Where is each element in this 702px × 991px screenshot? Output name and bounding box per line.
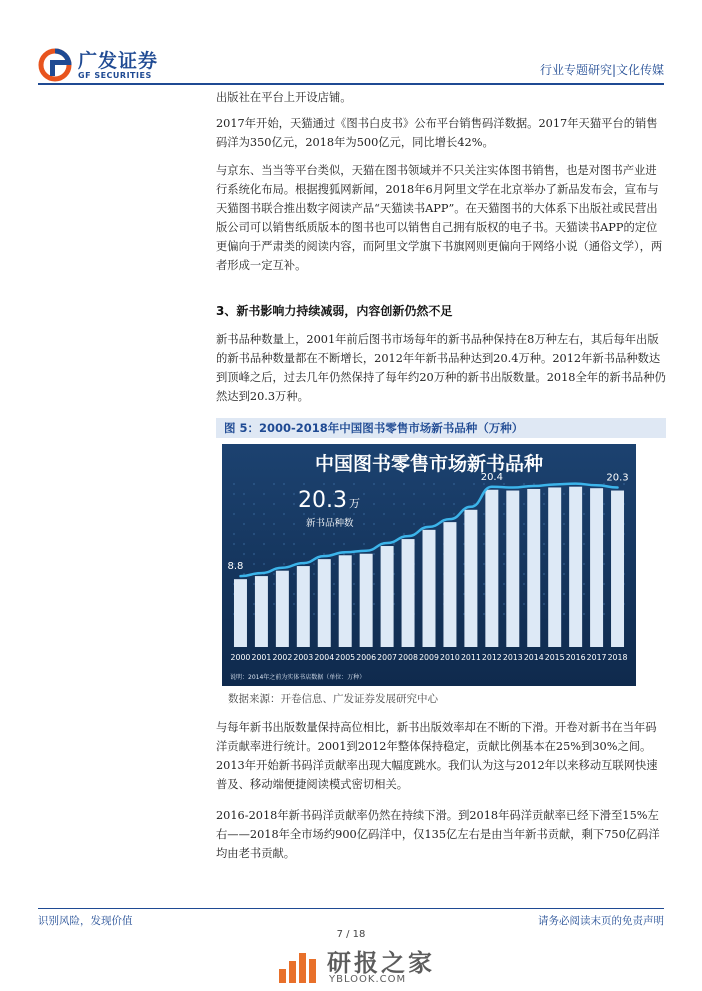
map-dot <box>503 563 505 565</box>
map-dot <box>483 563 485 565</box>
map-dot <box>273 583 275 585</box>
map-dot <box>383 493 385 495</box>
map-dot <box>363 543 365 545</box>
map-dot <box>243 553 245 555</box>
map-dot <box>563 613 565 615</box>
watermark <box>275 943 445 987</box>
map-dot <box>353 563 355 565</box>
report-category: 行业专题研究|文化传媒 <box>539 63 664 77</box>
map-dot <box>253 503 255 505</box>
map-dot <box>373 533 375 535</box>
logo-text-cn: 广发证券 <box>78 50 159 72</box>
map-dot <box>373 483 375 485</box>
chart-bar-2010 <box>443 522 456 647</box>
new-books-chart <box>222 444 636 686</box>
chart-value-label: 20.4 <box>480 471 503 483</box>
map-dot <box>503 603 505 605</box>
map-dot <box>503 583 505 585</box>
map-dot <box>293 603 295 605</box>
paragraph-4-text: 与每年新书出版数量保持高位相比，新书出版效率却在不断的下滑。开卷对新书在当年码洋贡献率进行统计。2001到2012年整体保持稳定，贡献比例基本在25%到30%之间。2013年开始新书码洋贡献率出现大幅度跳水。我们认为这与2012年以来移动互联网快速普及、移动端便捷阅读模式密切相关。 <box>216 721 658 791</box>
map-dot <box>543 573 545 575</box>
map-dot <box>363 523 365 525</box>
map-dot <box>543 493 545 495</box>
map-dot <box>463 493 465 495</box>
chart-x-label: 2006 <box>356 653 377 662</box>
map-dot <box>373 603 375 605</box>
map-dot <box>293 573 295 575</box>
map-dot <box>523 603 525 605</box>
map-dot <box>503 533 505 535</box>
chart-x-label: 2016 <box>565 653 586 662</box>
paragraph-3-text: 新书品种数量上，2001年前后图书市场每年的新书品种保持在8万种左右，其后每年出版的新书品种数量都在不断增长，2012年年新书品种达到20.4万种。2012年新书品种数达到顶峰之后，过去几年仍然保持了每年约20万种的新书出版数量。2018全年的新书品种仍然达到20.3万种。 <box>216 333 666 403</box>
map-dot <box>563 513 565 515</box>
chart-x-label: 2018 <box>607 653 628 662</box>
map-dot <box>373 583 375 585</box>
section-heading: 3、新书影响力持续减弱，内容创新仍然不足 <box>216 304 453 318</box>
map-dot <box>273 533 275 535</box>
map-dot <box>453 503 455 505</box>
chart-bar-2018 <box>611 491 624 647</box>
paragraph-0-text: 出版社在平台上开设店铺。 <box>216 91 352 104</box>
map-dot <box>543 503 545 505</box>
map-dot <box>413 513 415 515</box>
paragraph-5 <box>216 806 666 863</box>
paragraph-2 <box>216 161 666 275</box>
map-dot <box>313 563 315 565</box>
map-dot <box>303 533 305 535</box>
chart-bar-2007 <box>381 546 394 647</box>
chart-value-label: 8.8 <box>227 561 244 573</box>
map-dot <box>583 543 585 545</box>
footer-slogan: 识别风险，发现价值 <box>38 915 133 927</box>
map-dot <box>523 523 525 525</box>
map-dot <box>543 593 545 595</box>
map-dot <box>253 533 255 535</box>
map-dot <box>433 513 435 515</box>
map-dot <box>303 483 305 485</box>
map-dot <box>503 553 505 555</box>
map-dot <box>523 483 525 485</box>
map-dot <box>393 503 395 505</box>
map-dot <box>273 553 275 555</box>
chart-highlight-unit: 万 <box>348 497 360 510</box>
map-dot <box>353 553 355 555</box>
map-dot <box>523 503 525 505</box>
map-dot <box>603 583 605 585</box>
map-dot <box>273 523 275 525</box>
map-dot <box>393 523 395 525</box>
map-dot <box>353 613 355 615</box>
map-dot <box>263 523 265 525</box>
map-dot <box>413 523 415 525</box>
chart-title: 中国图书零售市场新书品种 <box>314 453 544 475</box>
chart-bar-2002 <box>276 571 289 647</box>
map-dot <box>423 503 425 505</box>
chart-bar-2001 <box>255 576 268 647</box>
header-divider <box>38 83 664 85</box>
gf-logo-icon <box>38 46 76 82</box>
chart-bar-2015 <box>548 487 561 647</box>
map-dot <box>543 543 545 545</box>
map-dot <box>383 533 385 535</box>
map-dot <box>353 603 355 605</box>
map-dot <box>603 613 605 615</box>
map-dot <box>543 603 545 605</box>
paragraph-2-text: 与京东、当当等平台类似，天猫在图书领域并不只关注实体图书销售，也是对图书产业进行系统化布局。根据搜狐网新闻，2018年6月阿里文学在北京举办了新品发布会，宣布与天猫图书联合推出数字阅读产品“天猫读书APP”。在天猫图书的大体系下出版社或民营出版公司可以销售纸质版本的图书也可以销售自己拥有版权的电子书。天猫读书APP的定位更偏向于严肃类的阅读内容，而阿里文学旗下书旗网则更偏向于网络小说（通俗文学），两者形成一定互补。 <box>216 164 663 272</box>
map-dot <box>373 503 375 505</box>
map-dot <box>293 503 295 505</box>
map-dot <box>333 613 335 615</box>
map-dot <box>263 513 265 515</box>
map-dot <box>333 593 335 595</box>
chart-x-label: 2005 <box>335 653 356 662</box>
chart-x-label: 2002 <box>272 653 293 662</box>
map-dot <box>443 503 445 505</box>
map-dot <box>273 483 275 485</box>
map-dot <box>483 593 485 595</box>
map-dot <box>563 523 565 525</box>
map-dot <box>483 483 485 485</box>
map-dot <box>243 543 245 545</box>
chart-bar-2012 <box>485 490 498 647</box>
map-dot <box>453 483 455 485</box>
chart-x-label: 2007 <box>377 653 398 662</box>
chart-bar-2013 <box>506 491 519 647</box>
map-dot <box>473 483 475 485</box>
map-dot <box>233 483 235 485</box>
map-dot <box>333 513 335 515</box>
map-dot <box>583 493 585 495</box>
map-dot <box>253 563 255 565</box>
chart-bar-2003 <box>297 566 310 647</box>
chart-highlight-value: 20.3 <box>298 488 347 513</box>
figure-source: 数据来源：开卷信息、广发证券发展研究中心 <box>228 693 438 705</box>
map-dot <box>253 513 255 515</box>
map-dot <box>403 503 405 505</box>
chart-bar-2004 <box>318 559 331 647</box>
map-dot <box>603 533 605 535</box>
map-dot <box>503 503 505 505</box>
map-dot <box>603 503 605 505</box>
map-dot <box>483 613 485 615</box>
map-dot <box>373 573 375 575</box>
footer-divider <box>38 908 664 909</box>
chart-x-label: 2012 <box>481 653 502 662</box>
map-dot <box>483 513 485 515</box>
paragraph-0 <box>216 88 666 107</box>
chart-x-label: 2015 <box>544 653 565 662</box>
paragraph-5-text: 2016-2018年新书码洋贡献率仍然在持续下滑。到2018年码洋贡献率已经下滑至15%左右——2018年全市场约900亿码洋中，仅135亿左右是由当年新书贡献，剩下750亿码洋均由老书贡献。 <box>216 809 660 860</box>
map-dot <box>603 603 605 605</box>
map-dot <box>283 543 285 545</box>
map-dot <box>293 523 295 525</box>
chart-x-label: 2000 <box>230 653 251 662</box>
map-dot <box>303 553 305 555</box>
map-dot <box>503 513 505 515</box>
map-dot <box>483 533 485 535</box>
map-dot <box>273 603 275 605</box>
map-dot <box>603 553 605 555</box>
chart-bar-2017 <box>590 488 603 647</box>
map-dot <box>333 533 335 535</box>
map-dot <box>233 543 235 545</box>
chart-highlight-label: 新书品种数 <box>306 518 354 529</box>
watermark-text-en: YBLOOK.COM <box>329 974 407 985</box>
map-dot <box>433 483 435 485</box>
map-dot <box>363 513 365 515</box>
map-dot <box>263 543 265 545</box>
map-dot <box>433 493 435 495</box>
logo-text-en: GF SECURITIES <box>78 71 152 80</box>
map-dot <box>233 513 235 515</box>
map-dot <box>313 613 315 615</box>
map-dot <box>283 533 285 535</box>
chart-bar-2005 <box>339 555 352 647</box>
map-dot <box>523 533 525 535</box>
chart-bar-2006 <box>360 554 373 647</box>
map-dot <box>233 493 235 495</box>
map-dot <box>563 543 565 545</box>
map-dot <box>283 563 285 565</box>
map-dot <box>423 483 425 485</box>
chart-x-label: 2004 <box>314 653 335 662</box>
map-dot <box>583 533 585 535</box>
map-dot <box>353 583 355 585</box>
map-dot <box>503 613 505 615</box>
map-dot <box>603 563 605 565</box>
map-dot <box>583 513 585 515</box>
chart-x-label: 2014 <box>523 653 544 662</box>
map-dot <box>283 483 285 485</box>
chart-x-label: 2011 <box>460 653 481 662</box>
map-dot <box>283 513 285 515</box>
map-dot <box>563 563 565 565</box>
map-dot <box>453 513 455 515</box>
chart-x-label: 2009 <box>419 653 439 662</box>
chart-x-label: 2003 <box>293 653 314 662</box>
map-dot <box>393 543 395 545</box>
map-dot <box>603 513 605 515</box>
map-dot <box>253 613 255 615</box>
map-dot <box>383 483 385 485</box>
map-dot <box>293 593 295 595</box>
chart-x-label: 2001 <box>251 653 272 662</box>
map-dot <box>263 563 265 565</box>
map-dot <box>273 503 275 505</box>
watermark-text-cn: 研报之家 <box>327 949 435 977</box>
map-dot <box>383 513 385 515</box>
map-dot <box>393 493 395 495</box>
chart-note: 说明：2014年之前为实体书店数据（单位：万种） <box>230 674 366 681</box>
map-dot <box>523 553 525 555</box>
chart-bar-2009 <box>423 530 436 647</box>
map-dot <box>423 523 425 525</box>
map-dot <box>323 553 325 555</box>
map-dot <box>243 523 245 525</box>
map-dot <box>333 583 335 585</box>
map-dot <box>293 543 295 545</box>
map-dot <box>313 543 315 545</box>
chart-bar-2016 <box>569 487 582 647</box>
map-dot <box>333 543 335 545</box>
map-dot <box>403 483 405 485</box>
map-dot <box>523 583 525 585</box>
paragraph-4 <box>216 718 666 794</box>
map-dot <box>523 573 525 575</box>
chart-bar-2011 <box>464 510 477 647</box>
map-dot <box>543 553 545 555</box>
map-dot <box>293 553 295 555</box>
chart-bar-2000 <box>234 579 247 647</box>
chart-x-label: 2017 <box>586 653 607 662</box>
footer-disclaimer-link[interactable]: 请务必阅读末页的免责声明 <box>538 915 664 927</box>
map-dot <box>253 583 255 585</box>
paragraph-1-text: 2017年开始，天猫通过《图书白皮书》公布平台销售码洋数据。2017年天猫平台的销售码洋为350亿元，2018年为500亿元，同比增长42%。 <box>216 117 658 149</box>
map-dot <box>503 483 505 485</box>
map-dot <box>353 513 355 515</box>
map-dot <box>313 593 315 595</box>
map-dot <box>243 493 245 495</box>
map-dot <box>333 483 335 485</box>
map-dot <box>313 513 315 515</box>
chart-x-label: 2013 <box>502 653 523 662</box>
chart-value-label: 20.3 <box>606 472 629 484</box>
map-dot <box>543 523 545 525</box>
map-dot <box>333 563 335 565</box>
map-dot <box>443 493 445 495</box>
map-dot <box>273 573 275 575</box>
map-dot <box>323 533 325 535</box>
page-number: 7 / 18 <box>336 929 366 940</box>
map-dot <box>353 483 355 485</box>
map-dot <box>563 593 565 595</box>
company-logo <box>38 42 158 86</box>
map-dot <box>263 493 265 495</box>
map-dot <box>583 593 585 595</box>
paragraph-1 <box>216 114 666 152</box>
map-dot <box>483 543 485 545</box>
map-dot <box>563 493 565 495</box>
chart-bar-2014 <box>527 489 540 647</box>
map-dot <box>353 533 355 535</box>
map-dot <box>283 493 285 495</box>
map-dot <box>373 553 375 555</box>
map-dot <box>403 513 405 515</box>
map-dot <box>483 583 485 585</box>
map-dot <box>233 533 235 535</box>
map-dot <box>313 573 315 575</box>
map-dot <box>363 493 365 495</box>
chart-x-label: 2008 <box>398 653 418 662</box>
map-dot <box>583 583 585 585</box>
map-dot <box>413 493 415 495</box>
paragraph-3 <box>216 330 666 406</box>
figure-title: 图 5：2000-2018年中国图书零售市场新书品种（万种） <box>216 418 666 438</box>
map-dot <box>293 493 295 495</box>
map-dot <box>253 603 255 605</box>
watermark-bars-icon <box>275 947 321 985</box>
map-dot <box>563 573 565 575</box>
map-dot <box>583 563 585 565</box>
map-dot <box>303 513 305 515</box>
map-dot <box>373 523 375 525</box>
map-dot <box>253 483 255 485</box>
map-dot <box>583 613 585 615</box>
map-dot <box>343 543 345 545</box>
map-dot <box>403 533 405 535</box>
map-dot <box>253 553 255 555</box>
chart-x-labels <box>231 653 628 662</box>
chart-x-label: 2010 <box>440 653 460 662</box>
map-dot <box>323 483 325 485</box>
chart-bar-2008 <box>402 539 415 647</box>
map-dot <box>243 503 245 505</box>
